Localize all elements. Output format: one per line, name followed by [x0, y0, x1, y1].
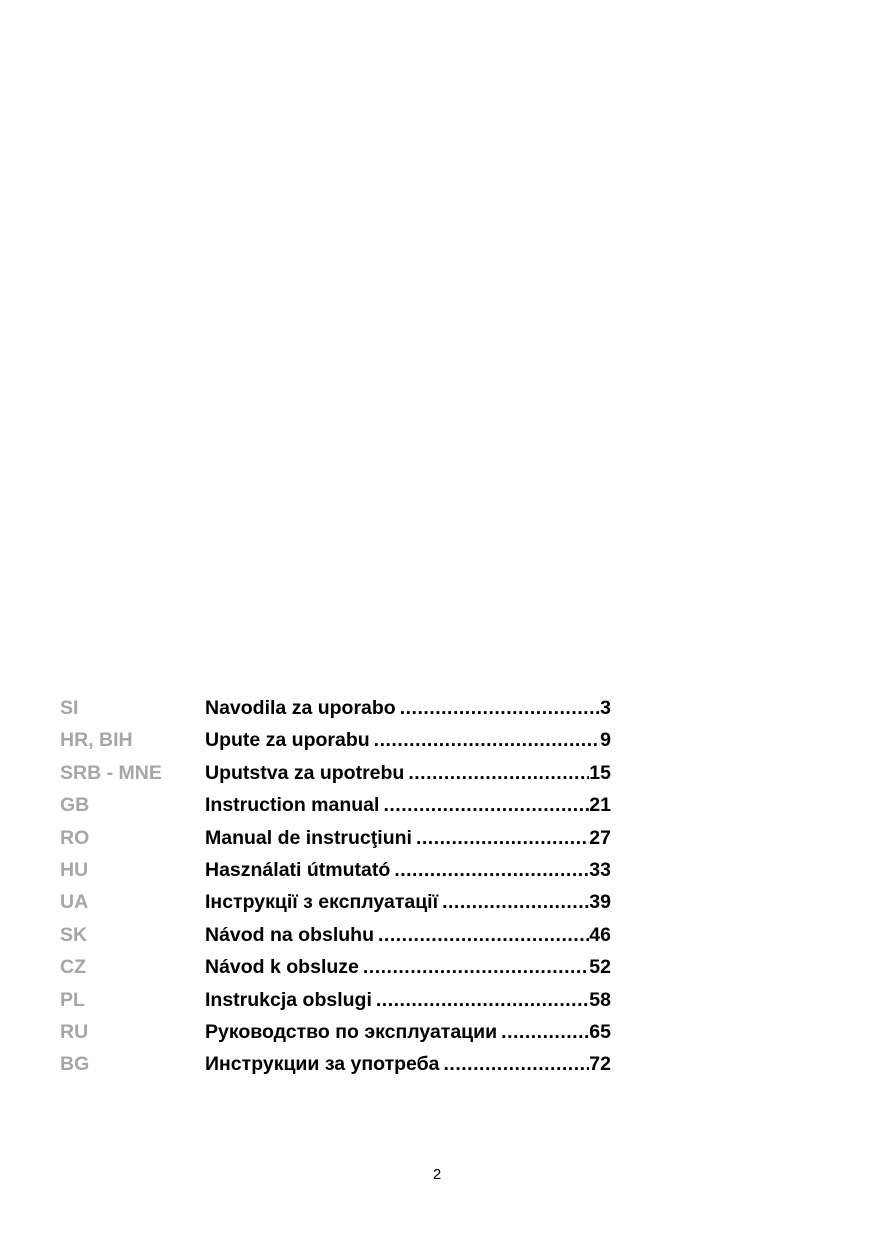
toc-entry [205, 789, 611, 821]
toc-entry [205, 822, 611, 854]
toc-title: Instrukcja obslugi [205, 988, 372, 1011]
toc-row-bg [60, 1048, 620, 1080]
dot-leader [408, 757, 589, 789]
page-number: 2 [432, 1166, 442, 1183]
table-of-contents [60, 692, 620, 1081]
toc-page: 9 [600, 729, 611, 752]
language-code: HR, BIH [60, 729, 133, 752]
toc-row-srb-mne [60, 757, 620, 789]
toc-row-ro [60, 822, 620, 854]
toc-title: Uputstva za upotrebu [205, 761, 405, 784]
toc-row-gb [60, 789, 620, 821]
toc-page: 52 [589, 956, 611, 979]
language-code: GB [60, 794, 90, 817]
dot-leader [394, 854, 589, 886]
toc-row-hr-bih [60, 724, 620, 756]
toc-entry [205, 984, 611, 1016]
toc-page: 33 [589, 858, 611, 881]
toc-entry [205, 1048, 611, 1080]
toc-row-pl [60, 984, 620, 1016]
toc-title: Upute za uporabu [205, 729, 370, 752]
toc-title: Руководство по эксплуатации [205, 1020, 498, 1043]
toc-page: 58 [589, 988, 611, 1011]
language-code: BG [60, 1053, 90, 1076]
toc-entry [205, 1016, 611, 1048]
toc-page: 39 [589, 891, 611, 914]
dot-leader [501, 1016, 589, 1048]
toc-row-ru [60, 1016, 620, 1048]
language-code: SK [60, 923, 88, 946]
toc-row-hu [60, 854, 620, 886]
language-code: RO [60, 826, 90, 849]
toc-page: 3 [600, 697, 611, 719]
toc-page: 15 [589, 761, 611, 784]
toc-title: Instruction manual [205, 794, 380, 817]
dot-leader [376, 984, 589, 1016]
language-code: SI [60, 697, 79, 719]
toc-row-sk [60, 919, 620, 951]
language-code: SRB - MNE [60, 761, 162, 784]
toc-row-ua [60, 886, 620, 918]
toc-page: 72 [589, 1053, 611, 1076]
toc-title: Návod k obsluze [205, 956, 359, 979]
dot-leader [363, 951, 589, 983]
toc-title: Інструкції з експлуатації [205, 891, 439, 914]
language-code: HU [60, 858, 89, 881]
toc-title: Navodila za uporabo [205, 697, 396, 719]
dot-leader [378, 919, 589, 951]
toc-title: Manual de instrucţiuni [205, 826, 412, 849]
language-code: RU [60, 1020, 89, 1043]
toc-entry [205, 886, 611, 918]
toc-entry [205, 919, 611, 951]
language-code: PL [60, 988, 85, 1011]
toc-entry [205, 854, 611, 886]
toc-page: 27 [589, 826, 611, 849]
dot-leader [374, 724, 600, 756]
toc-entry [205, 951, 611, 983]
toc-title: Használati útmutató [205, 858, 391, 881]
dot-leader [442, 886, 589, 918]
toc-page: 21 [589, 794, 611, 817]
toc-title: Návod na obsluhu [205, 923, 375, 946]
toc-row-si [60, 692, 620, 724]
dot-leader [444, 1048, 590, 1080]
language-code: UA [60, 891, 89, 914]
toc-title: Инструкции за употреба [205, 1053, 440, 1076]
dot-leader [383, 789, 589, 821]
language-code: CZ [60, 956, 86, 979]
toc-page: 65 [589, 1020, 611, 1043]
toc-entry [205, 724, 611, 756]
toc-entry [205, 757, 611, 789]
toc-entry [205, 692, 611, 724]
dot-leader [400, 692, 600, 724]
dot-leader [416, 822, 589, 854]
toc-row-cz [60, 951, 620, 983]
toc-page: 46 [589, 923, 611, 946]
